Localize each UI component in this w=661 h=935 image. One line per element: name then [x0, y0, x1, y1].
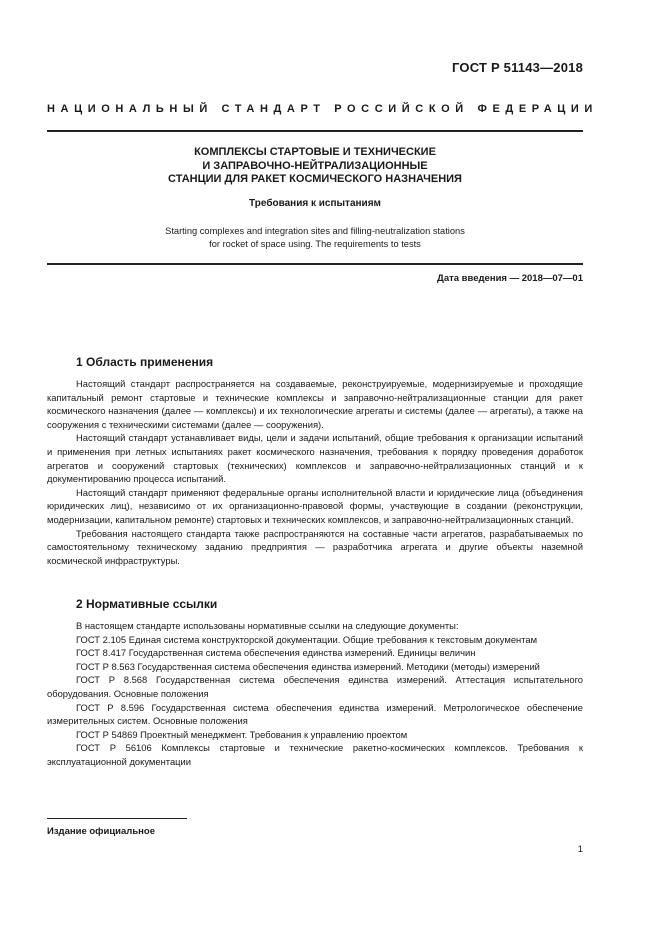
document-subtitle: Требования к испытаниям — [249, 198, 381, 209]
page-number: 1 — [577, 844, 583, 855]
reference-item: ГОСТ Р 8.568 Государственная система обеспечения единства измерений. Аттестация испытательного оборудования. Основные положения — [47, 674, 583, 699]
section-2-body — [47, 619, 583, 769]
reference-item: ГОСТ 8.417 Государственная система обеспечения единства измерений. Единицы величин — [76, 647, 476, 659]
document-number: ГОСТ Р 51143—2018 — [452, 60, 583, 75]
top-divider — [47, 130, 583, 132]
reference-item: ГОСТ Р 8.563 Государственная система обеспечения единства измерений. Методики (методы) измерений — [76, 660, 540, 672]
introduction-date: Дата введения — 2018—07—01 — [437, 273, 583, 284]
title-line-3: СТАНЦИИ ДЛЯ РАКЕТ КОСМИЧЕСКОГО НАЗНАЧЕНИЯ — [168, 173, 462, 185]
title-divider — [47, 263, 583, 265]
footer-divider — [47, 818, 187, 819]
english-title-line-2: for rocket of space using. The requirements to tests — [209, 238, 421, 249]
paragraph: Настоящий стандарт устанавливает виды, цели и задачи испытаний, общие требования к организации испытаний и применения при летных испытаниях ракет космического назначения, требования к порядку проведения доработок агрегатов и сооружений стартовых (технических) комплексов и заправочно-нейтрализационных станций и к документированию процесса испытаний. — [47, 432, 583, 485]
paragraph: В настоящем стандарте использованы нормативные ссылки на следующие документы: — [76, 620, 459, 631]
section-1-heading: 1 Область применения — [76, 355, 214, 369]
paragraph: Настоящий стандарт распространяется на создаваемые, реконструируемые, модернизируемые и проходящие капитальный ремонт стартовые и технические комплексы и заправочно-нейтрализационные станции для ракет космического назначения (далее — комплексы) и их технологические агрегаты и системы (далее — агрегаты), а также на сооружения с техническими системами (далее — сооружения). — [47, 378, 583, 430]
english-title-line-1: Starting complexes and integration sites and filling-neutralization stations — [165, 226, 465, 236]
reference-item: ГОСТ Р 56106 Комплексы стартовые и технические ракетно-космических комплексов. Требования к эксплуатационной документации — [47, 742, 583, 767]
paragraph: Требования настоящего стандарта также распространяются на составные части агрегатов, разрабатываемых по самостоятельному техническому заданию предприятия — разработчика агрегата и другие объекты наземной космической инфраструктуры. — [47, 527, 583, 566]
section-1-body — [47, 377, 583, 567]
title-line-2: И ЗАПРАВОЧНО-НЕЙТРАЛИЗАЦИОННЫЕ — [202, 159, 428, 172]
reference-item: ГОСТ Р 8.596 Государственная система обеспечения единства измерений. Метрологическое обеспечение измерительных систем. Основные положения — [47, 701, 583, 727]
reference-item: ГОСТ Р 54869 Проектный менеджмент. Требования к управлению проектом — [76, 728, 408, 740]
official-edition-label: Издание официальное — [47, 826, 155, 837]
reference-item: ГОСТ 2.105 Единая система конструкторской документации. Общие требования к текстовым документам — [76, 633, 538, 645]
title-line-1: КОМПЛЕКСЫ СТАРТОВЫЕ И ТЕХНИЧЕСКИЕ — [194, 146, 436, 158]
paragraph: Настоящий стандарт применяют федеральные органы исполнительной власти и юридические лица (объединения юридических лиц), независимо от их организационно-правовой формы, участвующие в создании (реконструкции, модернизации, капитальном ремонте) стартовых и технических комплексов, и заправочно-нейтрализационных станций. — [47, 486, 583, 525]
english-title — [47, 225, 583, 250]
document-title — [47, 146, 583, 187]
section-2-heading: 2 Нормативные ссылки — [76, 597, 218, 611]
national-standard-banner: НАЦИОНАЛЬНЫЙ СТАНДАРТ РОССИЙСКОЙ ФЕДЕРАЦИИ — [47, 103, 598, 115]
